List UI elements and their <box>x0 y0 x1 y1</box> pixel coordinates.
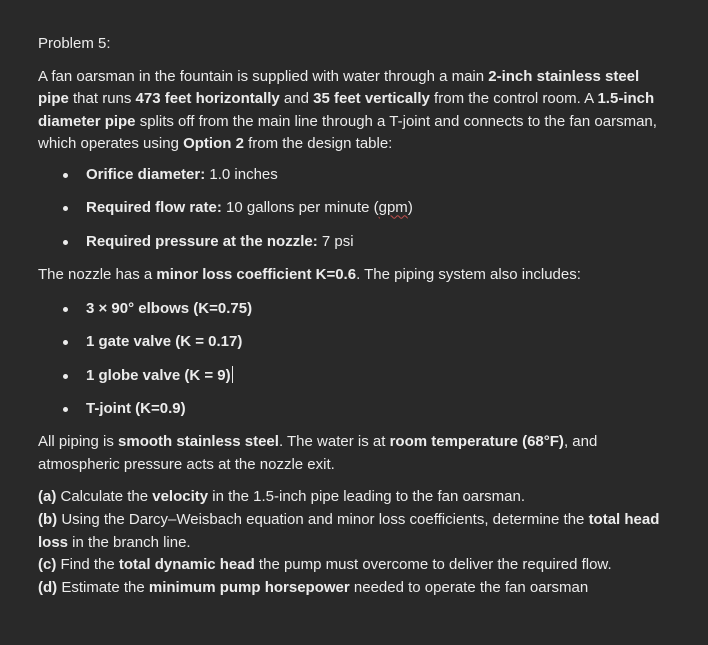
intro-text-4: from the control room. A <box>429 90 598 108</box>
part-a-bold: velocity <box>152 488 209 506</box>
nozzle-text-2: . The piping system also includes: <box>356 266 581 284</box>
part-d-text-1: Estimate the <box>57 578 149 596</box>
fitting-t-joint: T-joint (K=0.9) <box>86 399 186 417</box>
part-a-text-2: in the 1.5-inch pipe leading to the fan oarsman. <box>208 488 525 506</box>
part-b <box>38 509 668 554</box>
material-text-2: . The water is at <box>278 433 390 451</box>
intro-text-3: and <box>279 90 314 108</box>
fittings-list <box>38 298 668 432</box>
part-b-text-2: in the branch line. <box>68 533 191 551</box>
spellcheck-flagged-word[interactable]: gpm <box>378 199 408 217</box>
material-bold-temperature: room temperature (68°F) <box>389 433 564 451</box>
intro-bold-option: Option 2 <box>183 135 244 153</box>
fitting-gate-valve: 1 gate valve (K = 0.17) <box>86 333 243 351</box>
part-b-tag: (b) <box>38 511 58 529</box>
intro-text-5: splits off from the main line through a T-joint and connects to the fan oarsman, which operates using <box>38 112 657 153</box>
part-a-tag: (a) <box>38 488 57 506</box>
nozzle-bold-coefficient: minor loss coefficient K=0.6 <box>156 266 357 284</box>
nozzle-paragraph <box>38 264 668 287</box>
part-d <box>38 577 668 600</box>
part-c-bold: total dynamic head <box>118 556 255 574</box>
option-value-flow-pre: 10 gallons per minute ( <box>221 199 379 217</box>
intro-paragraph <box>38 66 668 156</box>
intro-text-2: that runs <box>68 90 136 108</box>
problem-title: Problem 5: <box>38 35 111 52</box>
fitting-globe-valve: 1 globe valve (K = 9) <box>86 366 231 384</box>
question-parts <box>38 486 668 599</box>
part-a <box>38 486 668 509</box>
list-item <box>38 331 668 364</box>
intro-bold-branch-pipe: 1.5-inch diameter pipe <box>38 90 655 130</box>
part-c-text-2: the pump must overcome to deliver the required flow. <box>254 556 612 574</box>
material-text-3: , and atmospheric pressure acts at the nozzle exit. <box>38 433 598 473</box>
text-cursor <box>232 366 233 383</box>
material-text-1: All piping is <box>38 433 119 451</box>
option-label-orifice: Orifice diameter: <box>86 165 206 183</box>
part-c-tag: (c) <box>38 556 57 574</box>
list-item <box>38 298 668 331</box>
fitting-elbows: 3 × 90° elbows (K=0.75) <box>86 299 253 317</box>
list-item <box>38 231 668 264</box>
part-d-bold: minimum pump horsepower <box>148 578 350 596</box>
option-value-flow-post: ) <box>407 199 413 217</box>
intro-bold-main-pipe: 2-inch stainless steel pipe <box>38 67 640 108</box>
option-value-orifice: 1.0 inches <box>205 165 278 183</box>
list-item <box>38 164 668 197</box>
intro-bold-horizontal: 473 feet horizontally <box>135 90 280 108</box>
part-c-text-1: Find the <box>56 556 119 574</box>
option-label-flow: Required flow rate: <box>86 199 222 217</box>
intro-text-1: A fan oarsman in the fountain is supplied with water through a main <box>38 67 489 85</box>
material-paragraph <box>38 431 668 476</box>
part-a-text-1: Calculate the <box>56 488 153 506</box>
option-label-pressure: Required pressure at the nozzle: <box>86 232 318 250</box>
intro-text-6: from the design table: <box>243 135 393 153</box>
part-d-text-2: needed to operate the fan oarsman <box>349 578 589 596</box>
intro-bold-vertical: 35 feet vertically <box>313 90 430 108</box>
option-list <box>38 164 668 264</box>
part-d-tag: (d) <box>38 578 58 596</box>
list-item <box>38 398 668 431</box>
nozzle-text-1: The nozzle has a <box>38 266 157 284</box>
part-c <box>38 554 668 577</box>
part-b-bold: total head loss <box>38 511 660 551</box>
list-item <box>38 197 668 230</box>
option-value-pressure: 7 psi <box>317 232 354 250</box>
material-bold-steel: smooth stainless steel <box>118 433 279 451</box>
part-b-text-1: Using the Darcy–Weisbach equation and minor loss coefficients, determine the <box>57 511 589 529</box>
document-body[interactable] <box>38 33 668 599</box>
list-item <box>38 365 668 398</box>
